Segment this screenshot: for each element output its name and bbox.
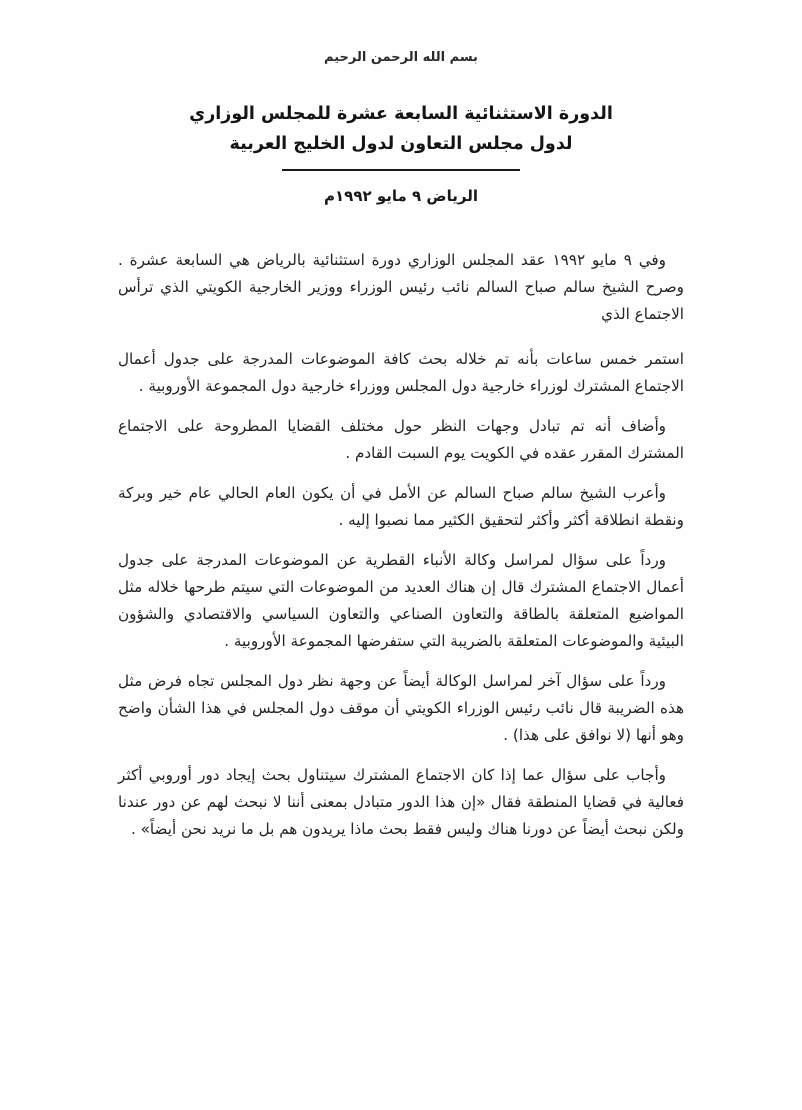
- document-body: [118, 247, 684, 843]
- body-paragraph: استمر خمس ساعات بأنه تم خلاله بحث كافة الموضوعات المدرجة على جدول أعمال الاجتماع المشترك لوزراء خارجية دول المجلس ووزراء خارجية دول المجموعة الأوروبية .: [118, 350, 684, 395]
- body-paragraph: وأضاف أنه تم تبادل وجهات النظر حول مختلف القضايا المطروحة على الاجتماع المشترك المقرر عقده في الكويت يوم السبت القادم .: [118, 417, 684, 462]
- dateline: الرياض ٩ مايو ١٩٩٢م: [324, 187, 478, 205]
- basmala-text: بسم الله الرحمن الرحيم: [324, 50, 478, 65]
- body-paragraph: وفي ٩ مايو ١٩٩٢ عقد المجلس الوزاري دورة استثنائية بالرياض هي السابعة عشرة . وصرح الشيخ سالم صباح السالم نائب رئيس الوزراء ووزير الخارجية الكويتي الذي ترأس الاجتماع الذي: [118, 251, 684, 323]
- body-paragraph: وأجاب على سؤال عما إذا كان الاجتماع المشترك سيتناول بحث إيجاد دور أوروبي أكثر فعالية في قضايا المنطقة فقال «إن هذا الدور متبادل بمعنى أننا لا نبحث لهم عن دور عندنا ولكن نبحث أيضاً عن دورنا هناك وليس فقط بحث ماذا يريدون هم بل ما نريد نحن أيضاً» .: [118, 766, 684, 838]
- document-title: [118, 99, 684, 171]
- body-paragraph: ورداً على سؤال آخر لمراسل الوكالة أيضاً عن وجهة نظر دول المجلس تجاه فرض مثل هذه الضريبة قال نائب رئيس الوزراء الكويتي أن موقف دول المجلس في هذا الشأن واضح وهو أنها (لا نوافق على هذا) .: [118, 672, 684, 744]
- document-content: [118, 0, 684, 843]
- document-title-line2: لدول مجلس التعاون لدول الخليج العربية: [229, 134, 573, 154]
- document-title-line1: الدورة الاستثنائية السابعة عشرة للمجلس الوزاري: [189, 104, 613, 124]
- title-underline-rule: [282, 169, 520, 171]
- body-paragraph: ورداً على سؤال لمراسل وكالة الأنباء القطرية عن الموضوعات المدرجة على جدول أعمال الاجتماع المشترك قال إن هناك العديد من الموضوعات التي سيتم طرحها خلاله مثل المواضيع المتعلقة بالطاقة والتعاون الصناعي والتعاون السياسي والاقتصادي والشؤون البيئية والموضوعات المتعلقة بالضريبة التي ستفرضها المجموعة الأوروبية .: [118, 551, 684, 650]
- body-paragraph: وأعرب الشيخ سالم صباح السالم عن الأمل في أن يكون العام الحالي عام خير وبركة ونقطة انطلاقة أكثر وأكثر لتحقيق الكثير مما نصبوا إليه .: [118, 484, 684, 529]
